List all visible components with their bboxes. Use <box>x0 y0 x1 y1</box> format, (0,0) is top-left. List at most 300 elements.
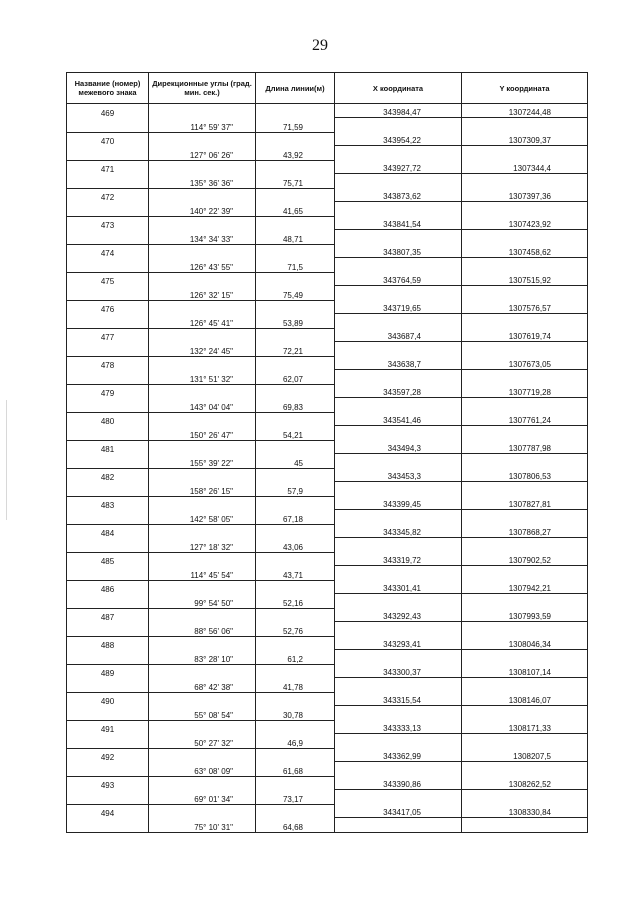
length-cell-empty <box>256 776 335 790</box>
angle-cell-empty <box>149 496 256 510</box>
y-coordinate: 1307673,05 <box>462 356 588 370</box>
point-name: 476 <box>67 300 149 314</box>
line-row <box>67 510 588 525</box>
x-coordinate: 343873,62 <box>335 188 462 202</box>
length-cell-empty <box>256 608 335 622</box>
line-length: 61,68 <box>256 762 335 777</box>
length-cell-empty <box>256 468 335 482</box>
point-name: 469 <box>67 104 149 118</box>
name-cell-empty <box>67 678 149 693</box>
line-row <box>67 258 588 273</box>
y-cell-empty <box>462 174 588 189</box>
x-coordinate: 343807,35 <box>335 244 462 258</box>
point-row <box>67 776 588 790</box>
point-row <box>67 216 588 230</box>
direction-angle: 150° 26' 47" <box>149 426 256 441</box>
x-cell-empty <box>335 510 462 525</box>
length-cell-empty <box>256 748 335 762</box>
length-cell-empty <box>256 692 335 706</box>
x-cell-empty <box>335 314 462 329</box>
header-angle: Дирекционные углы (град. мин. сек.) <box>149 73 256 104</box>
point-row <box>67 132 588 146</box>
length-cell-empty <box>256 216 335 230</box>
line-row <box>67 762 588 777</box>
coordinates-table <box>66 72 588 833</box>
y-coordinate: 1308107,14 <box>462 664 588 678</box>
point-row <box>67 720 588 734</box>
angle-cell-empty <box>149 580 256 594</box>
line-length: 67,18 <box>256 510 335 525</box>
x-cell-empty <box>335 258 462 273</box>
line-row <box>67 426 588 441</box>
direction-angle: 126° 45' 41" <box>149 314 256 329</box>
line-length: 43,06 <box>256 538 335 553</box>
y-coordinate: 1307344,4 <box>462 160 588 174</box>
direction-angle: 143° 04' 04" <box>149 398 256 413</box>
x-coordinate: 343319,72 <box>335 552 462 566</box>
line-row <box>67 454 588 469</box>
y-cell-empty <box>462 230 588 245</box>
line-length: 75,71 <box>256 174 335 189</box>
name-cell-empty <box>67 790 149 805</box>
point-name: 489 <box>67 664 149 678</box>
header-x: X координата <box>335 73 462 104</box>
length-cell-empty <box>256 552 335 566</box>
x-coordinate: 343301,41 <box>335 580 462 594</box>
x-cell-empty <box>335 790 462 805</box>
point-name: 483 <box>67 496 149 510</box>
y-cell-empty <box>462 706 588 721</box>
angle-cell-empty <box>149 272 256 286</box>
name-cell-empty <box>67 398 149 413</box>
point-row <box>67 328 588 342</box>
name-cell-empty <box>67 258 149 273</box>
header-name: Название (номер) межевого знака <box>67 73 149 104</box>
name-cell-empty <box>67 146 149 161</box>
direction-angle: 69° 01' 34" <box>149 790 256 805</box>
point-name: 488 <box>67 636 149 650</box>
x-cell-empty <box>335 146 462 161</box>
length-cell-empty <box>256 720 335 734</box>
line-length: 71,5 <box>256 258 335 273</box>
point-name: 493 <box>67 776 149 790</box>
y-coordinate: 1307902,52 <box>462 552 588 566</box>
name-cell-empty <box>67 818 149 833</box>
direction-angle: 127° 06' 26" <box>149 146 256 161</box>
y-cell-empty <box>462 734 588 749</box>
y-coordinate: 1307719,28 <box>462 384 588 398</box>
line-length: 41,78 <box>256 678 335 693</box>
line-length: 43,71 <box>256 566 335 581</box>
point-name: 490 <box>67 692 149 706</box>
point-row <box>67 244 588 258</box>
name-cell-empty <box>67 314 149 329</box>
line-row <box>67 230 588 245</box>
y-cell-empty <box>462 790 588 805</box>
point-name: 485 <box>67 552 149 566</box>
y-coordinate: 1308207,5 <box>462 748 588 762</box>
line-length: 48,71 <box>256 230 335 245</box>
x-coordinate: 343927,72 <box>335 160 462 174</box>
line-row <box>67 678 588 693</box>
x-coordinate: 343362,99 <box>335 748 462 762</box>
point-row <box>67 692 588 706</box>
direction-angle: 142° 58' 05" <box>149 510 256 525</box>
name-cell-empty <box>67 342 149 357</box>
point-row <box>67 496 588 510</box>
x-coordinate: 343315,54 <box>335 692 462 706</box>
x-cell-empty <box>335 734 462 749</box>
line-row <box>67 734 588 749</box>
x-cell-empty <box>335 370 462 385</box>
y-cell-empty <box>462 566 588 581</box>
line-length: 52,76 <box>256 622 335 637</box>
line-row <box>67 398 588 413</box>
direction-angle: 99° 54' 50" <box>149 594 256 609</box>
angle-cell-empty <box>149 692 256 706</box>
y-coordinate: 1307619,74 <box>462 328 588 342</box>
angle-cell-empty <box>149 132 256 146</box>
x-cell-empty <box>335 454 462 469</box>
point-row <box>67 552 588 566</box>
y-cell-empty <box>462 650 588 665</box>
y-coordinate: 1307993,59 <box>462 608 588 622</box>
y-coordinate: 1307868,27 <box>462 524 588 538</box>
y-coordinate: 1307827,81 <box>462 496 588 510</box>
point-row <box>67 412 588 426</box>
line-row <box>67 146 588 161</box>
y-cell-empty <box>462 370 588 385</box>
x-coordinate: 343417,05 <box>335 804 462 818</box>
page-number: 29 <box>312 37 328 54</box>
line-row <box>67 790 588 805</box>
direction-angle: 126° 43' 55" <box>149 258 256 273</box>
direction-angle: 127° 18' 32" <box>149 538 256 553</box>
line-row <box>67 594 588 609</box>
y-coordinate: 1308146,07 <box>462 692 588 706</box>
y-cell-empty <box>462 146 588 161</box>
line-length: 57,9 <box>256 482 335 497</box>
line-row <box>67 118 588 133</box>
name-cell-empty <box>67 454 149 469</box>
y-coordinate: 1308046,34 <box>462 636 588 650</box>
line-length: 52,16 <box>256 594 335 609</box>
name-cell-empty <box>67 734 149 749</box>
y-coordinate: 1307309,37 <box>462 132 588 146</box>
direction-angle: 158° 26' 15" <box>149 482 256 497</box>
line-length: 54,21 <box>256 426 335 441</box>
y-cell-empty <box>462 482 588 497</box>
x-coordinate: 343954,22 <box>335 132 462 146</box>
length-cell-empty <box>256 328 335 342</box>
direction-angle: 126° 32' 15" <box>149 286 256 301</box>
angle-cell-empty <box>149 160 256 174</box>
direction-angle: 134° 34' 33" <box>149 230 256 245</box>
y-coordinate: 1307458,62 <box>462 244 588 258</box>
line-row <box>67 650 588 665</box>
table-header-row <box>67 73 588 104</box>
line-row <box>67 314 588 329</box>
length-cell-empty <box>256 580 335 594</box>
x-coordinate: 343390,86 <box>335 776 462 790</box>
name-cell-empty <box>67 566 149 581</box>
length-cell-empty <box>256 356 335 370</box>
point-row <box>67 608 588 622</box>
name-cell-empty <box>67 482 149 497</box>
name-cell-empty <box>67 230 149 245</box>
point-row <box>67 356 588 370</box>
y-coordinate: 1308171,33 <box>462 720 588 734</box>
point-name: 480 <box>67 412 149 426</box>
line-row <box>67 482 588 497</box>
length-cell-empty <box>256 664 335 678</box>
header-y: Y координата <box>462 73 588 104</box>
line-length: 71,59 <box>256 118 335 133</box>
y-cell-empty <box>462 510 588 525</box>
angle-cell-empty <box>149 104 256 118</box>
name-cell-empty <box>67 174 149 189</box>
angle-cell-empty <box>149 804 256 818</box>
angle-cell-empty <box>149 300 256 314</box>
line-row <box>67 370 588 385</box>
x-cell-empty <box>335 566 462 581</box>
line-length: 43,92 <box>256 146 335 161</box>
x-cell-empty <box>335 398 462 413</box>
y-coordinate: 1307244,48 <box>462 104 588 118</box>
point-row <box>67 188 588 202</box>
length-cell-empty <box>256 440 335 454</box>
angle-cell-empty <box>149 468 256 482</box>
point-name: 486 <box>67 580 149 594</box>
direction-angle: 83° 28' 10" <box>149 650 256 665</box>
length-cell-empty <box>256 412 335 426</box>
angle-cell-empty <box>149 384 256 398</box>
x-coordinate: 343984,47 <box>335 104 462 118</box>
line-row <box>67 818 588 833</box>
direction-angle: 135° 36' 36" <box>149 174 256 189</box>
point-row <box>67 300 588 314</box>
name-cell-empty <box>67 510 149 525</box>
length-cell-empty <box>256 104 335 118</box>
line-length: 30,78 <box>256 706 335 721</box>
line-length: 61,2 <box>256 650 335 665</box>
name-cell-empty <box>67 706 149 721</box>
y-coordinate: 1308330,84 <box>462 804 588 818</box>
y-cell-empty <box>462 762 588 777</box>
line-length: 69,83 <box>256 398 335 413</box>
point-name: 482 <box>67 468 149 482</box>
x-cell-empty <box>335 622 462 637</box>
line-row <box>67 286 588 301</box>
line-length: 72,21 <box>256 342 335 357</box>
angle-cell-empty <box>149 776 256 790</box>
point-name: 470 <box>67 132 149 146</box>
x-coordinate: 343687,4 <box>335 328 462 342</box>
line-row <box>67 538 588 553</box>
y-cell-empty <box>462 118 588 133</box>
point-row <box>67 384 588 398</box>
point-row <box>67 272 588 286</box>
x-coordinate: 343292,43 <box>335 608 462 622</box>
x-coordinate: 343494,3 <box>335 440 462 454</box>
x-cell-empty <box>335 482 462 497</box>
line-length: 62,07 <box>256 370 335 385</box>
angle-cell-empty <box>149 552 256 566</box>
y-cell-empty <box>462 454 588 469</box>
name-cell-empty <box>67 650 149 665</box>
point-row <box>67 440 588 454</box>
direction-angle: 75° 10' 31" <box>149 818 256 833</box>
length-cell-empty <box>256 636 335 650</box>
x-coordinate: 343453,3 <box>335 468 462 482</box>
angle-cell-empty <box>149 244 256 258</box>
angle-cell-empty <box>149 664 256 678</box>
x-cell-empty <box>335 118 462 133</box>
name-cell-empty <box>67 538 149 553</box>
direction-angle: 132° 24' 45" <box>149 342 256 357</box>
y-coordinate: 1308262,52 <box>462 776 588 790</box>
angle-cell-empty <box>149 524 256 538</box>
point-row <box>67 804 588 818</box>
point-row <box>67 160 588 174</box>
direction-angle: 114° 59' 37" <box>149 118 256 133</box>
x-coordinate: 343333,13 <box>335 720 462 734</box>
line-row <box>67 706 588 721</box>
length-cell-empty <box>256 244 335 258</box>
x-cell-empty <box>335 174 462 189</box>
point-row <box>67 468 588 482</box>
point-name: 471 <box>67 160 149 174</box>
x-cell-empty <box>335 762 462 777</box>
x-coordinate: 343345,82 <box>335 524 462 538</box>
y-coordinate: 1307576,57 <box>462 300 588 314</box>
line-row <box>67 202 588 217</box>
point-name: 481 <box>67 440 149 454</box>
line-length: 53,89 <box>256 314 335 329</box>
angle-cell-empty <box>149 440 256 454</box>
direction-angle: 55° 08' 54" <box>149 706 256 721</box>
x-coordinate: 343300,37 <box>335 664 462 678</box>
y-coordinate: 1307761,24 <box>462 412 588 426</box>
x-coordinate: 343841,54 <box>335 216 462 230</box>
x-cell-empty <box>335 594 462 609</box>
angle-cell-empty <box>149 216 256 230</box>
y-cell-empty <box>462 538 588 553</box>
angle-cell-empty <box>149 412 256 426</box>
point-row <box>67 748 588 762</box>
line-length: 45 <box>256 454 335 469</box>
name-cell-empty <box>67 622 149 637</box>
y-coordinate: 1307787,98 <box>462 440 588 454</box>
angle-cell-empty <box>149 608 256 622</box>
line-length: 46,9 <box>256 734 335 749</box>
line-row <box>67 174 588 189</box>
point-name: 484 <box>67 524 149 538</box>
name-cell-empty <box>67 370 149 385</box>
angle-cell-empty <box>149 356 256 370</box>
y-coordinate: 1307515,92 <box>462 272 588 286</box>
point-row <box>67 636 588 650</box>
length-cell-empty <box>256 300 335 314</box>
point-name: 479 <box>67 384 149 398</box>
direction-angle: 114° 45' 54" <box>149 566 256 581</box>
x-cell-empty <box>335 706 462 721</box>
header-length: Длина линии(м) <box>256 73 335 104</box>
point-name: 474 <box>67 244 149 258</box>
direction-angle: 140° 22' 39" <box>149 202 256 217</box>
length-cell-empty <box>256 160 335 174</box>
y-cell-empty <box>462 622 588 637</box>
length-cell-empty <box>256 132 335 146</box>
scan-margin-line <box>6 400 7 520</box>
length-cell-empty <box>256 804 335 818</box>
point-row <box>67 664 588 678</box>
x-coordinate: 343764,59 <box>335 272 462 286</box>
table-body <box>67 104 588 833</box>
y-coordinate: 1307942,21 <box>462 580 588 594</box>
point-name: 492 <box>67 748 149 762</box>
x-coordinate: 343293,41 <box>335 636 462 650</box>
y-cell-empty <box>462 286 588 301</box>
point-row <box>67 524 588 538</box>
line-row <box>67 342 588 357</box>
y-cell-empty <box>462 314 588 329</box>
direction-angle: 88° 56' 06" <box>149 622 256 637</box>
length-cell-empty <box>256 188 335 202</box>
direction-angle: 68° 42' 38" <box>149 678 256 693</box>
y-cell-empty <box>462 342 588 357</box>
line-length: 64,68 <box>256 818 335 833</box>
point-row <box>67 104 588 118</box>
length-cell-empty <box>256 384 335 398</box>
y-cell-empty <box>462 818 588 833</box>
x-coordinate: 343597,28 <box>335 384 462 398</box>
x-cell-empty <box>335 650 462 665</box>
y-cell-empty <box>462 258 588 273</box>
line-length: 41,65 <box>256 202 335 217</box>
name-cell-empty <box>67 202 149 217</box>
x-cell-empty <box>335 818 462 833</box>
line-row <box>67 622 588 637</box>
y-coordinate: 1307423,92 <box>462 216 588 230</box>
line-row <box>67 566 588 581</box>
y-coordinate: 1307397,36 <box>462 188 588 202</box>
x-cell-empty <box>335 342 462 357</box>
direction-angle: 63° 08' 09" <box>149 762 256 777</box>
angle-cell-empty <box>149 748 256 762</box>
y-cell-empty <box>462 202 588 217</box>
name-cell-empty <box>67 118 149 133</box>
x-coordinate: 343638,7 <box>335 356 462 370</box>
point-name: 473 <box>67 216 149 230</box>
y-cell-empty <box>462 678 588 693</box>
y-cell-empty <box>462 426 588 441</box>
point-name: 487 <box>67 608 149 622</box>
line-length: 75,49 <box>256 286 335 301</box>
point-name: 472 <box>67 188 149 202</box>
point-name: 478 <box>67 356 149 370</box>
x-cell-empty <box>335 426 462 441</box>
point-row <box>67 580 588 594</box>
x-coordinate: 343541,46 <box>335 412 462 426</box>
name-cell-empty <box>67 594 149 609</box>
line-length: 73,17 <box>256 790 335 805</box>
x-cell-empty <box>335 678 462 693</box>
x-cell-empty <box>335 230 462 245</box>
length-cell-empty <box>256 496 335 510</box>
name-cell-empty <box>67 286 149 301</box>
point-name: 475 <box>67 272 149 286</box>
